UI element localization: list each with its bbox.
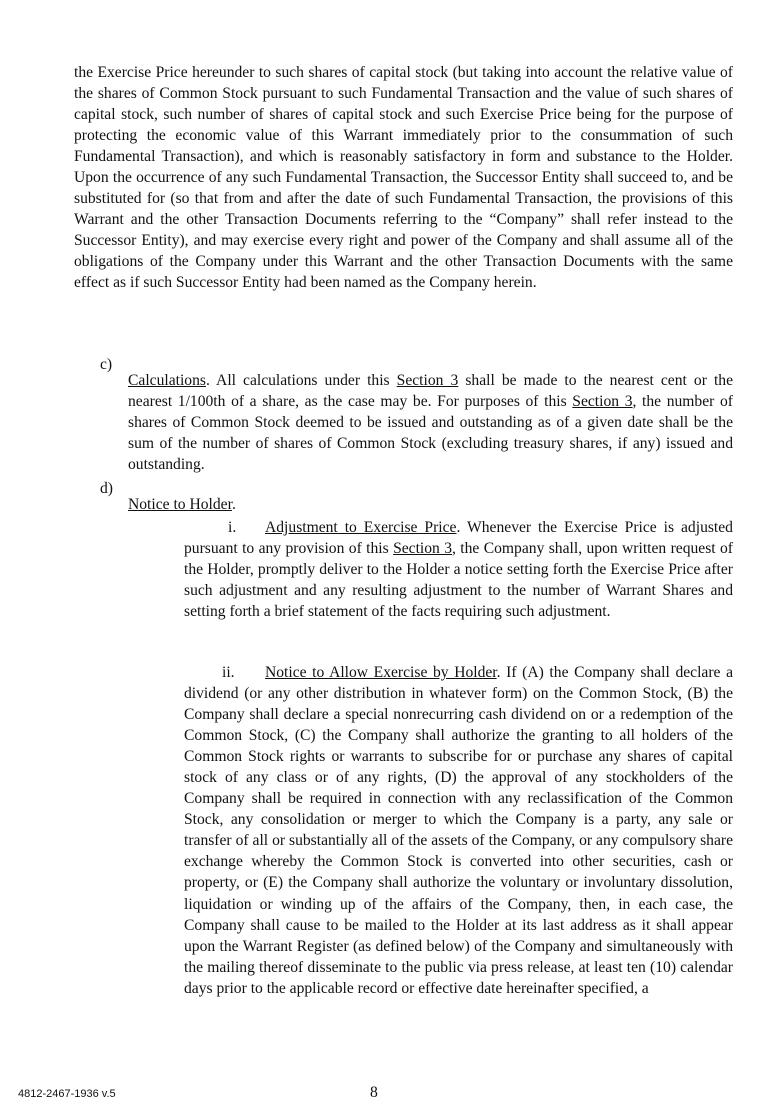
section-c-heading: Calculations [128, 371, 206, 389]
section-d-label: d) [100, 480, 113, 497]
section-c-text-2: shall be made to the nearest cent or the nearest 1/100th of a share, as the case may be. For purposes of this [128, 371, 733, 410]
section-3-reference: Section 3 [396, 371, 459, 389]
section-c-label: c) [100, 356, 113, 373]
subsection-ii-number: ii. [222, 664, 235, 681]
subsection-i-heading: Adjustment to Exercise Price [265, 519, 457, 536]
intro-paragraph: the Exercise Price hereunder to such shares of capital stock (but taking into account the relative value of the shares of Common Stock pursuant to such Fundamental Transaction and the value of such shares of capital stock, such number of shares of capital stock and such Exercise Price being for the purpose of protecting the economic value of this Warrant immediately prior to the consummation of such Fundamental Transaction), and which is reasonably satisfactory in form and substance to the Holder. Upon the occurrence of any such Fundamental Transaction, the Successor Entity shall succeed to, and be substituted for (so that from and after the date of such Fundamental Transaction, the provisions of this Warrant and the other Transaction Documents referring to the “Company” shall refer instead to the Successor Entity), and may exercise every right and power of the Company and shall assume all of the obligations of the Company under this Warrant and the other Transaction Documents with the same effect as if such Successor Entity had been named as the Company herein. [74, 64, 733, 292]
subsection-i-number: i. [228, 519, 237, 536]
subsection-i-adjustment [184, 517, 733, 622]
subsection-ii-notice-to-allow-exercise [184, 662, 733, 999]
section-d-body [128, 494, 733, 515]
section-d-heading: Notice to Holder [128, 495, 232, 513]
subsection-ii-text: . If (A) the Company shall declare a dividend (or any other distribution in whatever form) on the Common Stock, (B) the Company shall declare a special nonrecurring cash dividend on or a redemption of the Common Stock, (C) the Company shall authorize the granting to all holders of the Common Stock rights or warrants to subscribe for or purchase any shares of capital stock of any class or of any rights, (D) the approval of any stockholders of the Company shall be required in connection with any reclassification of the Common Stock, any consolidation or merger to which the Company is a party, any sale or transfer of all or substantially all of the assets of the Company, or any compulsory share exchange whereby the Common Stock is converted into other securities, cash or property, or (E) the Company shall authorize the voluntary or involuntary dissolution, liquidation or winding up of the affairs of the Company, then, in each case, the Company shall cause to be mailed to the Holder at its last address as it shall appear upon the Warrant Register (as defined below) of the Company and simultaneously with the mailing thereof disseminate to the public via press release, at least ten (10) calendar days prior to the applicable record or effective date hereinafter specified, a [184, 664, 733, 997]
page-number: 8 [370, 1084, 378, 1101]
section-d-tail: . [231, 495, 236, 513]
subsection-i-text-1: . Whenever the Exercise Price is adjusted pursuant to any provision of this [184, 519, 733, 558]
section-3-reference: Section 3 [393, 540, 453, 558]
section-c-text-1: . All calculations under this [205, 371, 397, 389]
document-id: 4812-2467-1936 v.5 [18, 1088, 116, 1100]
subsection-ii-heading: Notice to Allow Exercise by Holder [265, 664, 497, 681]
section-3-reference: Section 3 [572, 392, 633, 410]
subsection-i-text-2: , the Company shall, upon written request of the Holder, promptly deliver to the Holder a notice setting forth the Exercise Price after such adjustment and any resulting adjustment to the number of Warrant Shares and setting forth a brief statement of the facts requiring such adjustment. [184, 540, 733, 621]
section-c-text-3: , the number of shares of Common Stock deemed to be issued and outstanding as of a given date shall be the sum of the number of shares of Common Stock (excluding treasury shares, if any) issued and outstanding. [128, 392, 733, 473]
section-c-body [128, 370, 733, 475]
